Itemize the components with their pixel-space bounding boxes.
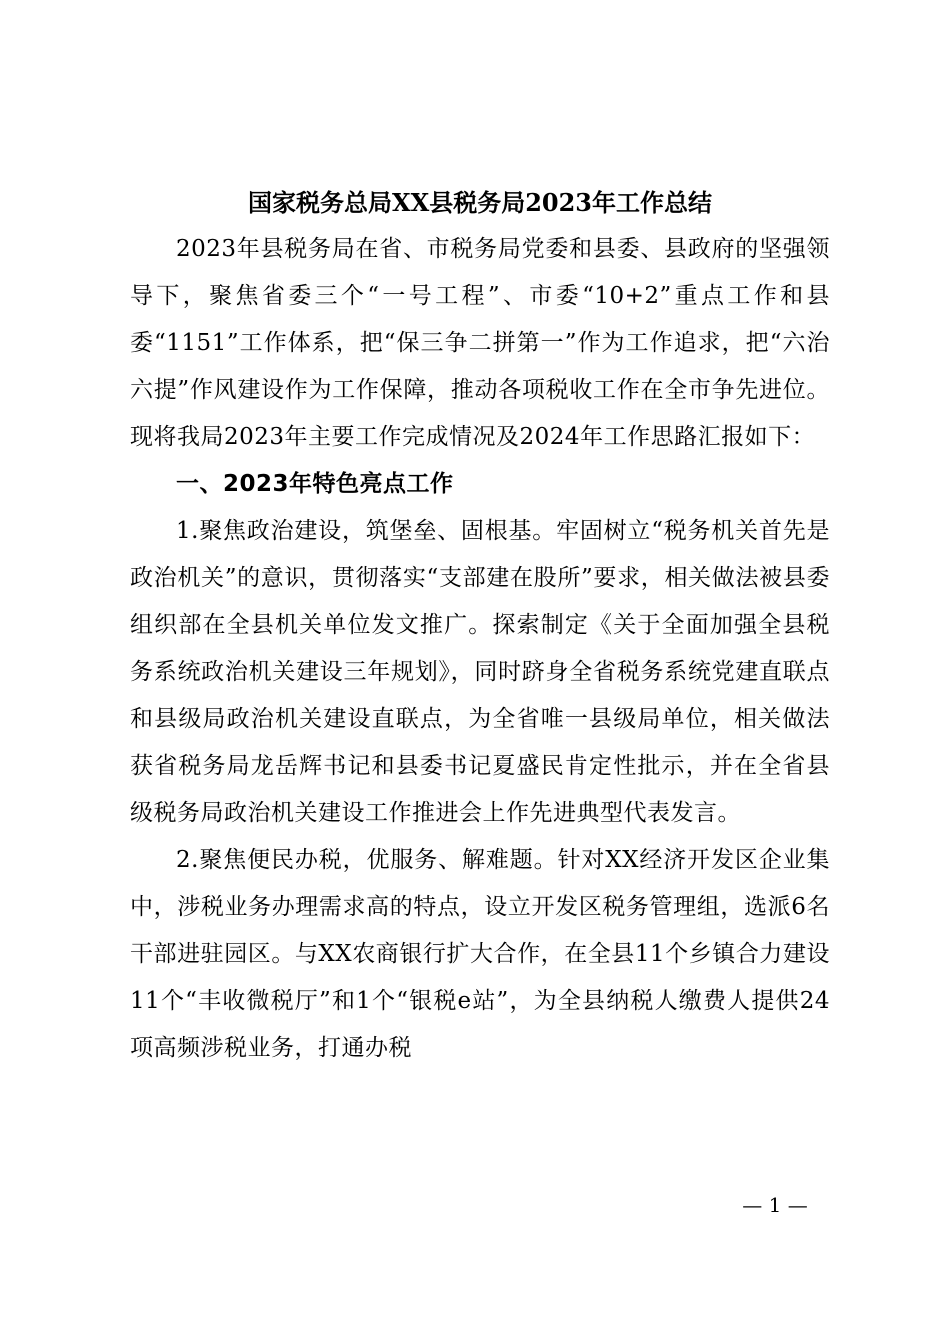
document-body — [130, 226, 830, 1072]
document-title: 国家税务总局XX县税务局2023年工作总结 — [247, 188, 713, 217]
item-paragraph-2: 2.聚焦便民办税，优服务、解难题。针对XX经济开发区企业集中，涉税业务办理需求高的特点，设立开发区税务管理组，选派6名干部进驻园区。与XX农商银行扩大合作，在全县11个乡镇合力建设11个“丰收微税厅”和1个“银税e站”，为全县纳税人缴费人提供24项高频涉税业务，打通办税 — [130, 847, 830, 1061]
item-paragraph-1: 1.聚焦政治建设，筑堡垒、固根基。牢固树立“税务机关首先是政治机关”的意识，贯彻落实“支部建在股所”要求，相关做法被县委组织部在全县机关单位发文推广。探索制定《关于全面加强全县税务系统政治机关建设三年规划》，同时跻身全省税务系统党建直联点和县级局政治机关建设直联点，为全省唯一县级局单位，相关做法获省税务局龙岳辉书记和县委书记夏盛民肯定性批示，并在全省县级税务局政治机关建设工作推进会上作先进典型代表发言。 — [130, 518, 830, 826]
intro-paragraph: 2023年县税务局在省、市税务局党委和县委、县政府的坚强领导下，聚焦省委三个“一号工程”、市委“10+2”重点工作和县委“1151”工作体系，把“保三争二拼第一”作为工作追求，把“六治六提”作风建设作为工作保障，推动各项税收工作在全市争先进位。现将我局2023年主要工作完成情况及2024年工作思路汇报如下： — [130, 236, 830, 450]
section-heading: 一、2023年特色亮点工作 — [176, 471, 454, 497]
page-number: — 1 — — [742, 1193, 808, 1217]
